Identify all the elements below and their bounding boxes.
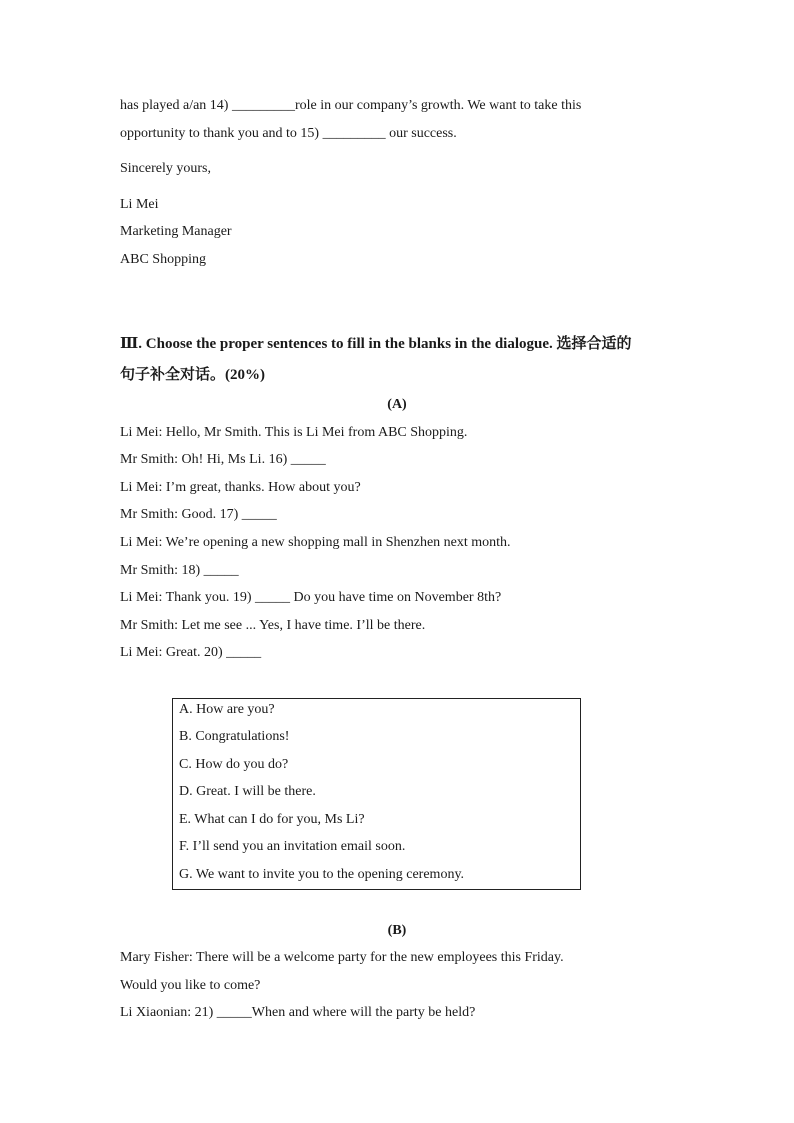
option-e: E. What can I do for you, Ms Li? [179, 812, 365, 827]
dialogue-line: Would you like to come? [120, 978, 261, 993]
option-c: C. How do you do? [179, 757, 289, 772]
signature-name: Li Mei [120, 197, 159, 212]
section-heading-line-2: 句子补全对话。(20%) [120, 367, 265, 383]
dialogue-line: Li Xiaonian: 21) _____When and where will the party be held? [120, 1005, 476, 1020]
option-g: G. We want to invite you to the opening ceremony. [179, 867, 465, 882]
options-box [172, 698, 581, 890]
dialogue-line: Li Mei: Hello, Mr Smith. This is Li Mei from ABC Shopping. [120, 425, 468, 440]
dialogue-line: Li Mei: Great. 20) _____ [120, 645, 262, 660]
letter-line-2: opportunity to thank you and to 15) _________ our success. [120, 126, 457, 141]
dialogue-line: Li Mei: We’re opening a new shopping mall in Shenzhen next month. [120, 535, 511, 550]
option-b: B. Congratulations! [179, 729, 290, 744]
option-d: D. Great. I will be there. [179, 784, 316, 799]
dialogue-line: Li Mei: Thank you. 19) _____ Do you have time on November 8th? [120, 590, 502, 605]
dialogue-line: Mr Smith: 18) _____ [120, 563, 239, 578]
dialogue-line: Mr Smith: Good. 17) _____ [120, 507, 277, 522]
part-a-label: (A) [387, 397, 407, 412]
section-heading-line-1: Ⅲ. Choose the proper sentences to fill in the blanks in the dialogue. 选择合适的 [120, 336, 632, 352]
option-f: F. I’ll send you an invitation email soon. [179, 839, 406, 854]
letter-line-1: has played a/an 14) _________role in our company’s growth. We want to take this [120, 98, 582, 113]
signature-title: Marketing Manager [120, 224, 232, 239]
dialogue-line: Li Mei: I’m great, thanks. How about you? [120, 480, 361, 495]
option-a: A. How are you? [179, 702, 275, 717]
part-b-label: (B) [387, 923, 407, 938]
dialogue-line: Mary Fisher: There will be a welcome party for the new employees this Friday. [120, 950, 564, 965]
letter-closing: Sincerely yours, [120, 161, 211, 176]
dialogue-line: Mr Smith: Oh! Hi, Ms Li. 16) _____ [120, 452, 326, 467]
dialogue-line: Mr Smith: Let me see ... Yes, I have time. I’ll be there. [120, 618, 426, 633]
signature-company: ABC Shopping [120, 252, 206, 267]
